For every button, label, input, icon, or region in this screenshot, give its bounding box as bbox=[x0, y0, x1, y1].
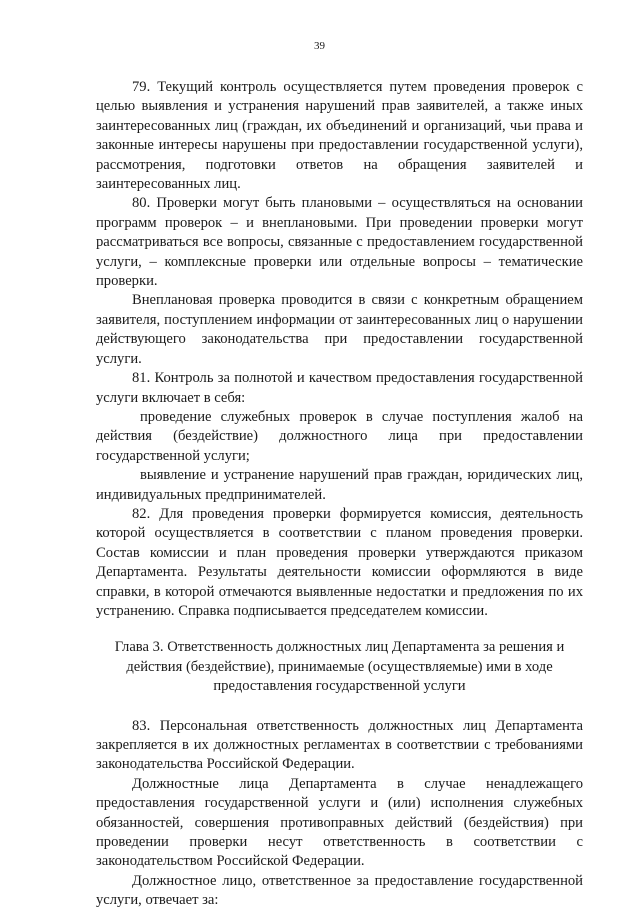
paragraph-81: 81. Контроль за полнотой и качеством предоставления государственной услуги включает в себя: bbox=[96, 370, 583, 406]
paragraph-81-item-2: выявление и устранение нарушений прав граждан, юридических лиц, индивидуальных предпринимателей. bbox=[96, 467, 583, 503]
paragraph-officials-responsibility: Должностные лица Департамента в случае ненадлежащего предоставления государственной услуги и (или) исполнения служебных обязанностей, совершения противоправных действий (бездействия) при проведении проверки несут ответственность в соответствии с законодательством Российской Федерации. bbox=[96, 775, 583, 870]
chapter-heading bbox=[96, 638, 583, 696]
paragraph-81-item-1: проведение служебных проверок в случае поступления жалоб на действия (бездействие) должностного лица при предоставлении государственной услуги; bbox=[96, 408, 583, 464]
paragraph-unplanned-check: Внеплановая проверка проводится в связи с конкретным обращением заявителя, поступлением информации от заинтересованных лиц о нарушении действующего законодательства при предоставлении государственной услуги. bbox=[96, 292, 583, 367]
paragraph-80: 80. Проверки могут быть плановыми – осуществляться на основании программ проверок – и внеплановыми. При проведении проверки могут рассматриваться все вопросы, связанные с предоставлением государственной услуги, – комплексные проверки или отдельные вопросы – тематические проверки. bbox=[96, 195, 583, 290]
document-body bbox=[96, 78, 583, 911]
paragraph-79: 79. Текущий контроль осуществляется путем проведения проверок с целью выявления и устранения нарушений прав заявителей, а также иных заинтересованных лиц (граждан, их объединений и организаций, чьи права и законные интересы нарушены при предоставлении государственной услуги), рассмотрения, подготовки ответов на обращения заявителей и заинтересованных лиц. bbox=[96, 79, 583, 193]
chapter-heading-line-2: действия (бездействие), принимаемые (осуществляемые) ими в ходе bbox=[126, 658, 553, 675]
chapter-heading-line-3: предоставления государственной услуги bbox=[213, 678, 466, 695]
paragraph-83: 83. Персональная ответственность должностных лиц Департамента закрепляется в их должностных регламентах в соответствии с требованиями законодательства Российской Федерации. bbox=[96, 717, 583, 773]
paragraph-responsible-official: Должностное лицо, ответственное за предоставление государственной услуги, отвечает за: bbox=[96, 872, 583, 909]
paragraph-82: 82. Для проведения проверки формируется комиссия, деятельность которой осуществляется в соответствии с планом проведения проверки. Состав комиссии и план проведения проверки утверждаются приказом Департамента. Результаты деятельности комиссии оформляются в виде справки, в которой отмечаются выявленные недостатки и предложения по их устранению. Справка подписывается председателем комиссии. bbox=[96, 505, 583, 619]
page-number: 39 bbox=[314, 40, 325, 52]
chapter-heading-line-1: Глава 3. Ответственность должностных лиц Департамента за решения и bbox=[114, 639, 565, 656]
